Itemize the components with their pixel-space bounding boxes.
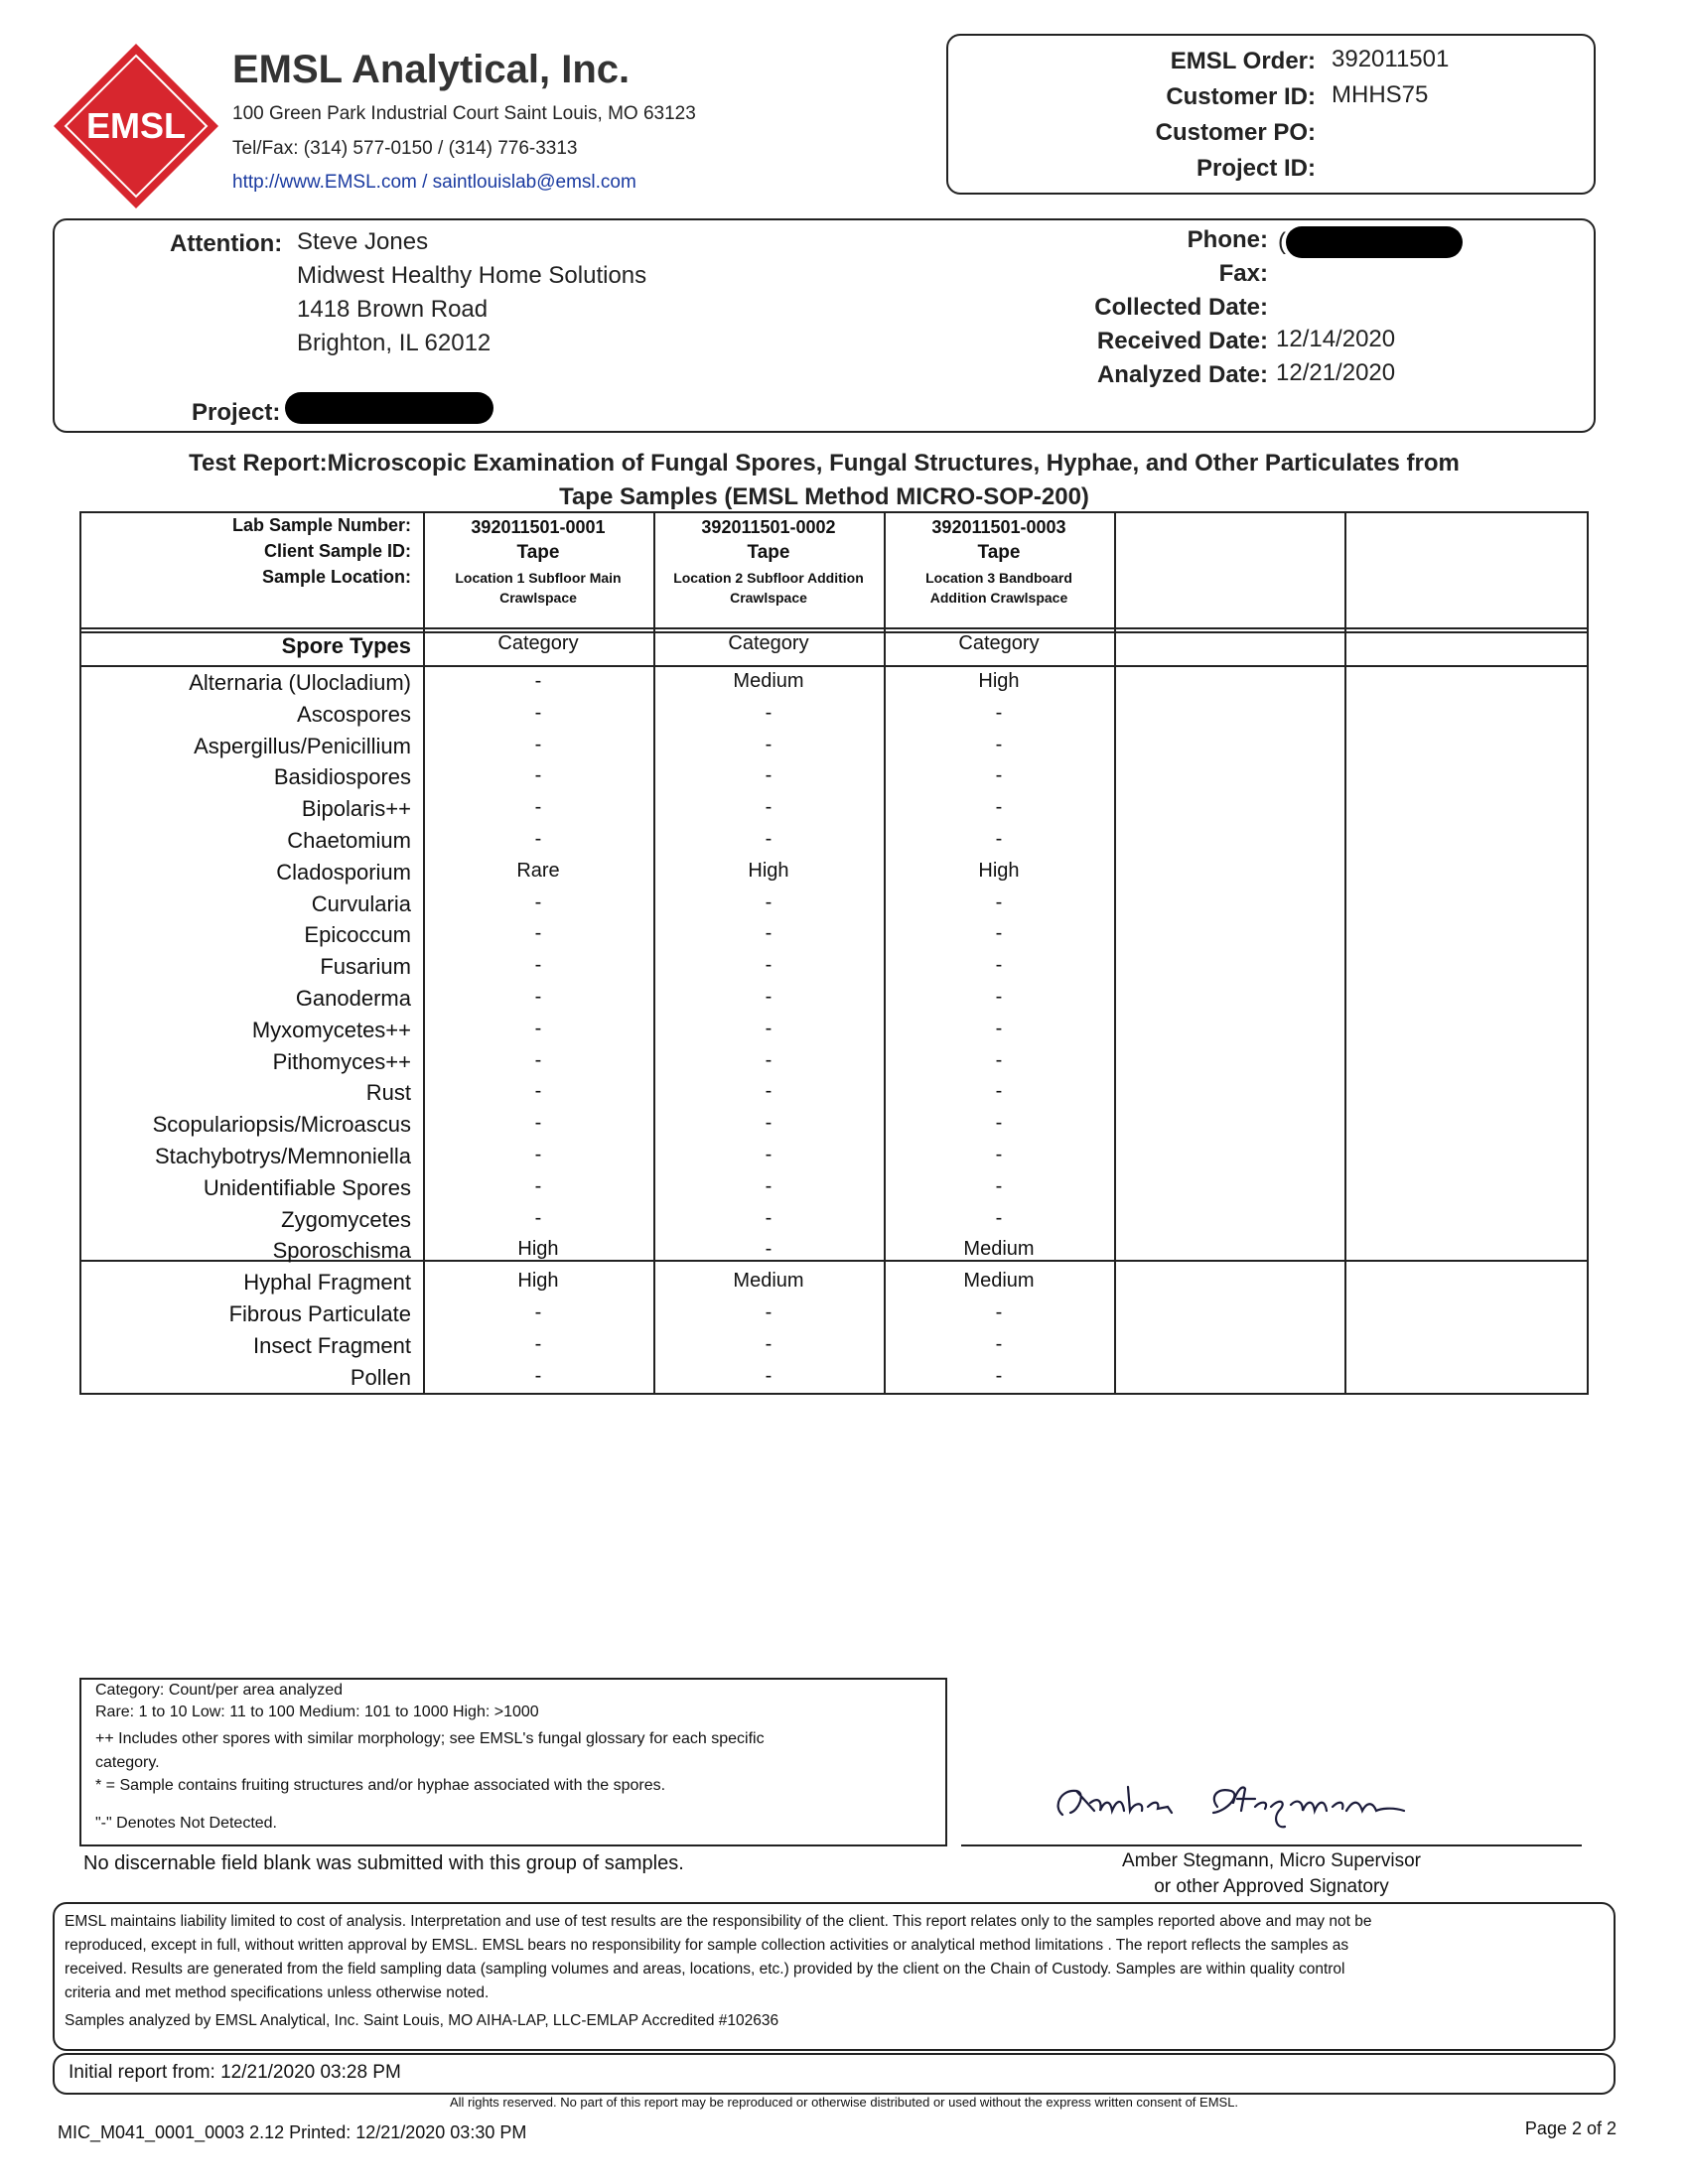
category-value: - (765, 1332, 773, 1355)
category-value: - (765, 701, 773, 724)
category-value: Medium (733, 1270, 804, 1293)
category-value: - (765, 796, 773, 819)
spore-type-name: Ganoderma (295, 986, 411, 1011)
category-value: - (765, 1048, 773, 1071)
category-value: High (978, 859, 1020, 882)
sample-lab-number: 392011501-0003 (931, 517, 1066, 537)
table-row (79, 1112, 1589, 1144)
category-value: - (765, 1017, 773, 1039)
spore-type-name: Stachybotrys/Memnoniella (154, 1144, 411, 1168)
category-value: - (995, 733, 1003, 755)
category-value: High (748, 859, 789, 882)
spore-type-name: Bipolaris++ (301, 796, 411, 822)
category-value: - (534, 1301, 542, 1323)
category-value: - (765, 1238, 773, 1261)
client-info-box (53, 218, 1596, 433)
attention-city: Brighton, IL 62012 (297, 330, 492, 356)
spore-type-name: Sporoschisma (272, 1238, 411, 1264)
category-value: - (995, 1048, 1003, 1071)
lab-sample-number-label: Lab Sample Number: (231, 515, 411, 535)
category-value: - (765, 1206, 773, 1229)
category-value: - (534, 701, 542, 724)
category-value: - (534, 733, 542, 755)
category-value: - (534, 670, 542, 692)
category-value: - (534, 1364, 542, 1387)
company-tel-fax: Tel/Fax: (314) 577-0150 / (314) 776-3313 (232, 138, 578, 159)
spore-type-name: Fusarium (320, 954, 411, 980)
sample-header-2 (653, 517, 884, 608)
category-value: - (765, 733, 773, 755)
disclaimer-line: Samples analyzed by EMSL Analytical, Inc. Saint Louis, MO AIHA-LAP, LLC-EMLAP Accredited #102636 (65, 2012, 779, 2029)
category-value: - (995, 890, 1003, 913)
phone-label: Phone: (1187, 226, 1268, 253)
category-value: - (995, 701, 1003, 724)
table-row (79, 1301, 1589, 1333)
category-header: Category (728, 632, 809, 654)
analyzed-date-label: Analyzed Date: (1096, 361, 1268, 388)
category-value: - (995, 796, 1003, 819)
sample-header-3 (884, 517, 1114, 608)
category-value: - (995, 1017, 1003, 1039)
category-value: - (534, 1206, 542, 1229)
category-value: - (534, 890, 542, 913)
category-value: - (534, 1080, 542, 1103)
category-value: - (995, 1144, 1003, 1165)
analyzed-date-value: 12/21/2020 (1276, 359, 1396, 386)
category-value: - (765, 922, 773, 945)
category-value: - (534, 1017, 542, 1039)
sample-location-line-1: Location 1 Subfloor Main (455, 570, 622, 586)
category-value: - (995, 764, 1003, 787)
category-value: - (534, 796, 542, 819)
category-value: - (534, 1174, 542, 1197)
table-row (79, 796, 1589, 828)
client-sample-id-label: Client Sample ID: (263, 541, 411, 561)
table-row (79, 702, 1589, 734)
spore-type-name: Pollen (350, 1364, 411, 1390)
category-header: Category (958, 632, 1040, 654)
category-value: - (995, 1206, 1003, 1229)
attention-company: Midwest Healthy Home Solutions (297, 262, 647, 289)
table-row (79, 1333, 1589, 1365)
company-address: 100 Green Park Industrial Court Saint Louis, MO 63123 (232, 103, 696, 124)
report-title-line-1: Test Report:Microscopic Examination of Fungal Spores, Fungal Structures, Hyphae, and Other Particulates from (189, 450, 1460, 477)
spore-type-name: Aspergillus/Penicillium (194, 733, 411, 758)
category-value: - (534, 764, 542, 787)
category-value: - (765, 828, 773, 850)
category-value: - (534, 922, 542, 945)
table-row (79, 986, 1589, 1018)
attention-street: 1418 Brown Road (297, 296, 489, 323)
results-table (79, 511, 1589, 1395)
category-value: High (978, 670, 1020, 692)
sample-lab-number: 392011501-0002 (701, 517, 836, 537)
emsl-order-value: 392011501 (1332, 46, 1450, 72)
rights-notice: All rights reserved. No part of this report may be reproduced or otherwise distributed or used without the express written consent of EMSL. (449, 2095, 1239, 2110)
category-value: - (995, 1174, 1003, 1197)
disclaimer-line: reproduced, except in full, without written approval by EMSL. EMSL bears no responsibility for sample collection activities or analytical method limitations . The report reflects the samples as (65, 1937, 1349, 1954)
table-row (79, 1365, 1589, 1397)
table-row (79, 1207, 1589, 1239)
table-row (79, 1238, 1589, 1270)
spore-types-header: Spore Types (281, 633, 411, 658)
spore-type-name: Chaetomium (287, 828, 411, 853)
table-row (79, 954, 1589, 986)
sample-location-line-2: Crawlspace (730, 590, 807, 606)
table-row (79, 922, 1589, 954)
category-value: - (765, 954, 773, 977)
page-number: Page 2 of 2 (1524, 2118, 1617, 2138)
spore-type-name: Cladosporium (276, 859, 411, 885)
fax-label: Fax: (1218, 260, 1268, 287)
spore-type-name: Curvularia (311, 890, 411, 916)
attention-label: Attention: (170, 230, 283, 257)
table-row (79, 734, 1589, 765)
category-value: - (995, 954, 1003, 977)
category-value: - (995, 1301, 1003, 1323)
sample-location-line-1: Location 2 Subfloor Addition (673, 570, 864, 586)
category-header: Category (497, 632, 579, 654)
disclaimer-line: EMSL maintains liability limited to cost of analysis. Interpretation and use of test results are the responsibility of the client. This report relates only to the samples reported above and may not be (65, 1913, 1372, 1930)
project-id-label: Project ID: (1196, 155, 1316, 182)
customer-id-value: MHHS75 (1332, 81, 1429, 108)
category-value: - (765, 986, 773, 1008)
table-row (79, 1270, 1589, 1301)
header-divider (79, 627, 1589, 629)
order-info-box (946, 34, 1596, 195)
phone-redaction (1286, 226, 1463, 258)
spore-type-name: Alternaria (Ulocladium) (189, 670, 411, 695)
sample-client-id: Tape (747, 542, 790, 563)
category-value: - (995, 1112, 1003, 1135)
table-row (79, 1049, 1589, 1081)
table-row (79, 1175, 1589, 1207)
legend-line: "-" Denotes Not Detected. (95, 1815, 277, 1832)
disclaimer-line: received. Results are generated from the field sampling data (sampling volumes and areas, locations, etc.) provided by the client on the Chain of Custody. Samples are within quality control (65, 1961, 1345, 1978)
spore-type-name: Insect Fragment (253, 1332, 411, 1358)
table-row (79, 860, 1589, 891)
sample-lab-number: 392011501-0001 (471, 517, 606, 537)
attention-name: Steve Jones (297, 228, 429, 255)
signatory-alt: or other Approved Signatory (1154, 1876, 1389, 1897)
table-row (79, 891, 1589, 923)
table-row (79, 1144, 1589, 1175)
spore-type-name: Zygomycetes (281, 1206, 411, 1232)
spore-type-name: Epicoccum (304, 922, 411, 948)
sample-client-id: Tape (516, 542, 560, 563)
sample-client-id: Tape (977, 542, 1021, 563)
sample-location-label: Sample Location: (261, 567, 411, 587)
category-value: - (534, 954, 542, 977)
table-row (79, 764, 1589, 796)
category-value: - (765, 1174, 773, 1197)
category-value: High (517, 1270, 559, 1293)
customer-id-label: Customer ID: (1166, 83, 1316, 110)
received-date-label: Received Date: (1096, 328, 1268, 354)
spore-type-name: Fibrous Particulate (228, 1301, 411, 1326)
category-value: - (765, 1080, 773, 1103)
category-value: Medium (963, 1270, 1035, 1293)
category-value: Medium (733, 670, 804, 692)
spore-type-name: Ascospores (297, 701, 411, 727)
emsl-logo (52, 42, 220, 210)
category-value: High (517, 1238, 559, 1261)
project-redaction (285, 392, 493, 424)
category-value: - (765, 1144, 773, 1165)
category-value: Rare (516, 859, 560, 882)
legend-line: category. (95, 1754, 160, 1771)
sample-header-1 (423, 517, 653, 608)
signature-line (961, 1844, 1582, 1846)
spore-type-name: Pithomyces++ (272, 1048, 411, 1074)
category-divider (79, 665, 1589, 667)
disclaimer-box (53, 1902, 1616, 2051)
category-legend (79, 1678, 947, 1846)
initial-report-date: Initial report from: 12/21/2020 03:28 PM (69, 2062, 401, 2083)
table-row (79, 1018, 1589, 1049)
category-value: - (995, 828, 1003, 850)
category-value: Medium (963, 1238, 1035, 1261)
category-value: - (995, 1080, 1003, 1103)
handwritten-signature (1043, 1767, 1460, 1837)
spore-type-name: Scopulariopsis/Microascus (152, 1112, 411, 1138)
category-value: - (765, 890, 773, 913)
category-value: - (765, 1301, 773, 1323)
category-value: - (995, 986, 1003, 1008)
sample-location-line-2: Addition Crawlspace (929, 590, 1068, 606)
legend-line: Category: Count/per area analyzed (95, 1682, 344, 1699)
spore-type-name: Myxomycetes++ (251, 1017, 411, 1042)
category-value: - (765, 1364, 773, 1387)
table-row (79, 828, 1589, 860)
category-value: - (534, 1112, 542, 1135)
customer-po-label: Customer PO: (1155, 119, 1316, 146)
received-date-value: 12/14/2020 (1276, 326, 1396, 352)
company-web-email-link[interactable]: http://www.EMSL.com / saintlouislab@emsl.com (232, 172, 636, 193)
category-value: - (534, 986, 542, 1008)
disclaimer-line: criteria and met method specifications unless otherwise noted. (65, 1984, 490, 2001)
initial-report-box (53, 2053, 1616, 2095)
sample-location-line-1: Location 3 Bandboard (925, 570, 1072, 586)
phone-prefix: ( (1278, 228, 1286, 255)
category-value: - (534, 1144, 542, 1165)
sample-location-line-2: Crawlspace (499, 590, 577, 606)
company-name: EMSL Analytical, Inc. (232, 48, 631, 91)
table-row (79, 1080, 1589, 1112)
legend-line: ++ Includes other spores with similar morphology; see EMSL's fungal glossary for each specific (95, 1730, 765, 1747)
legend-line: * = Sample contains fruiting structures and/or hyphae associated with the spores. (95, 1777, 666, 1794)
category-value: - (765, 764, 773, 787)
form-id: MIC_M041_0001_0003 2.12 Printed: 12/21/2020 03:30 PM (58, 2122, 527, 2142)
spore-type-name: Hyphal Fragment (243, 1270, 411, 1296)
category-value: - (534, 828, 542, 850)
emsl-order-label: EMSL Order: (1170, 48, 1316, 74)
logo-text: EMSL (85, 105, 187, 146)
field-blank-note: No discernable field blank was submitted with this group of samples. (83, 1852, 684, 1874)
category-value: - (995, 1332, 1003, 1355)
legend-line: Rare: 1 to 10 Low: 11 to 100 Medium: 101 to 1000 High: >1000 (95, 1704, 539, 1720)
category-value: - (995, 922, 1003, 945)
spore-type-name: Rust (365, 1080, 411, 1106)
category-value: - (765, 1112, 773, 1135)
collected-date-label: Collected Date: (1094, 294, 1268, 321)
report-title (129, 447, 1519, 514)
spore-type-name: Basidiospores (273, 764, 411, 790)
category-value: - (534, 1048, 542, 1071)
signatory-name: Amber Stegmann, Micro Supervisor (1122, 1850, 1421, 1871)
spore-type-name: Unidentifiable Spores (203, 1174, 411, 1200)
category-value: - (995, 1364, 1003, 1387)
report-title-line-2: Tape Samples (EMSL Method MICRO-SOP-200) (559, 483, 1089, 510)
category-value: - (534, 1332, 542, 1355)
table-row (79, 670, 1589, 702)
project-label: Project: (192, 399, 281, 426)
